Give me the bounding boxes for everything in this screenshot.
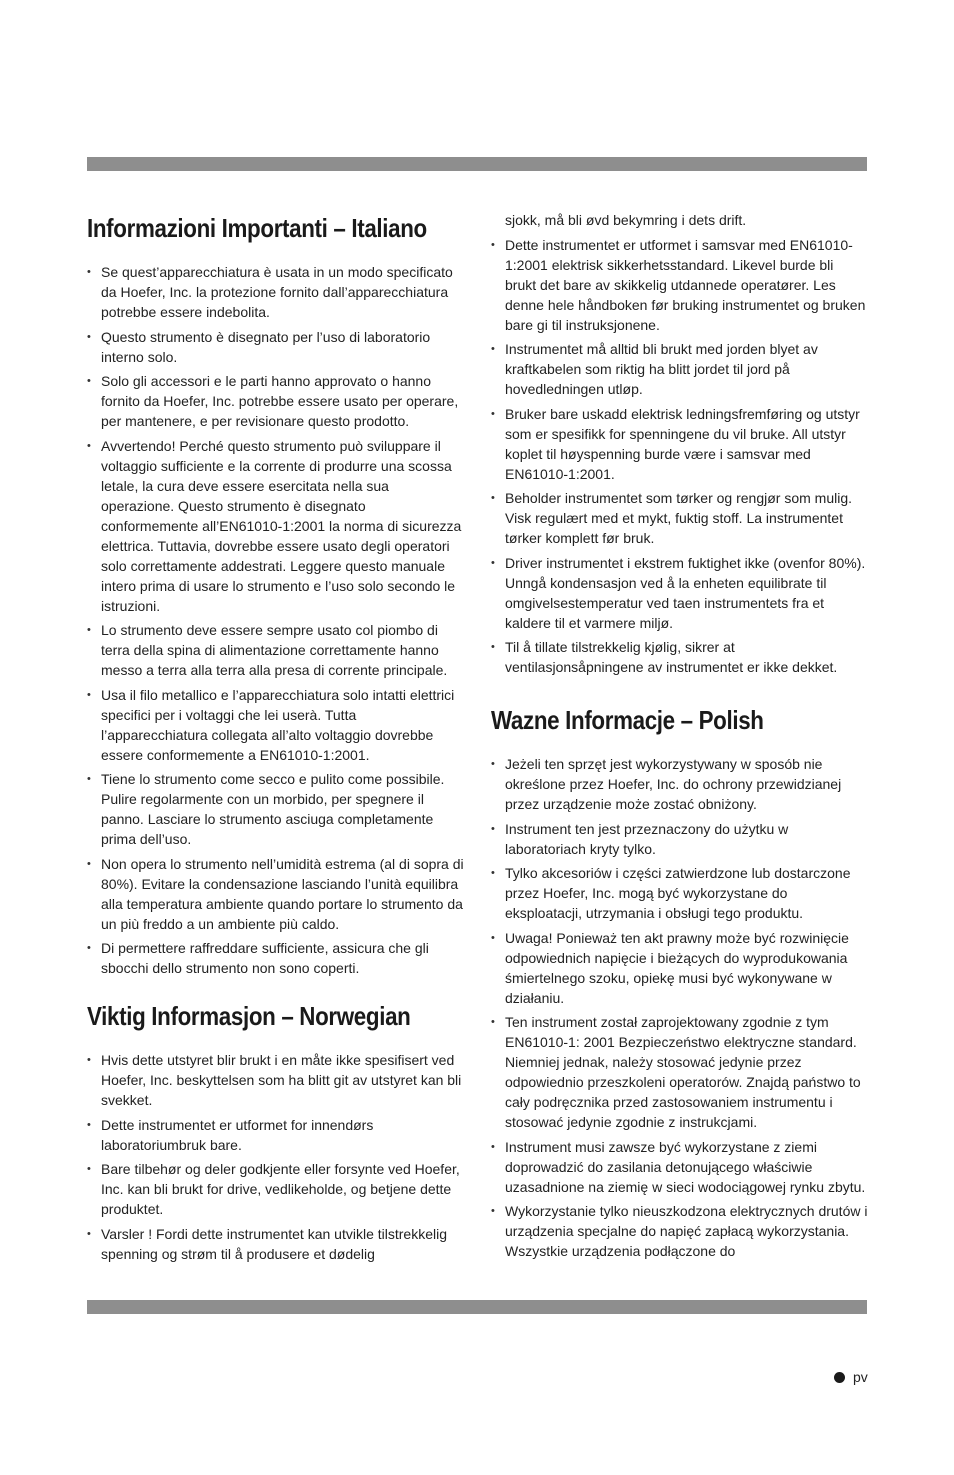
norwegian-list-continued <box>491 210 868 677</box>
list-item: • Varsler ! Fordi dette instrumentet kan utvikle tilstrekkelig spenning og strøm til å produsere et dødelig <box>87 1224 464 1264</box>
top-divider-bar <box>87 157 867 171</box>
list-item: • Tylko akcesoriów i części zatwierdzone lub dostarczone przez Hoefer, Inc. mogą być wykorzystane do eksploatacji, utrzymania i obsługi tego produktu. <box>491 863 868 923</box>
list-item: • Instrument musi zawsze być wykorzystane z ziemi doprowadzić do zasilania detonującego właściwie uzasadnione na ziemię w sieci wodociągowej rynku zbytu. <box>491 1137 868 1197</box>
list-item: • Dette instrumentet er utformet for innendørs laboratoriumbruk bare. <box>87 1115 464 1155</box>
bullet-dot-icon <box>834 1372 845 1383</box>
list-item: • Questo strumento è disegnato per l’uso di laboratorio interno solo. <box>87 327 464 367</box>
italian-list <box>87 262 464 978</box>
list-item: • Avvertendo! Perché questo strumento può sviluppare il voltaggio sufficiente e la corrente di produrre una scossa letale, la cura deve essere esercitata nella sua operazione. Questo strumento è disegnato conformemente all’EN61010-1:2001 la norma di sicurezza elettrica. Tuttavia, dovrebbe essere usato degli operatori solo correttamente addestrati. Leggere questo manuale intero prima di usare lo strumento e l’uso solo secondo le istruzioni. <box>87 436 464 616</box>
list-item: • Til å tillate tilstrekkelig kjølig, sikrer at ventilasjonsåpningene av instrumentet er ikke dekket. <box>491 637 868 677</box>
list-item: • Beholder instrumentet som tørker og rengjør som mulig. Visk regulært med et mykt, fuktig stoff. La instrumentet tørker komplett før bruk. <box>491 488 868 548</box>
list-item: • Usa il filo metallico e l’apparecchiatura solo intatti elettrici specifici per i voltaggi che lei userà. Tutta l’apparecchiatura collegata all’alto voltaggio dovrebbe essere conformemente a EN61010-1:2001. <box>87 685 464 765</box>
list-item: • Ten instrument został zaprojektowany zgodnie z tym EN61010-1: 2001 Bezpieczeństwo elektryczne standard. Niemniej jednak, należy stosować jedynie przez odpowiednio przeszkoleni operatorów. Znajdą państwo to cały podręcznika przed zastosowaniem instrumentu i stosować jedynie zgodnie z instrukcjami. <box>491 1012 868 1132</box>
norwegian-list <box>87 1050 464 1264</box>
page-footer <box>834 1369 868 1385</box>
list-item: • Di permettere raffreddare sufficiente, assicura che gli sbocchi dello strumento non sono coperti. <box>87 938 464 978</box>
list-item: • Bruker bare uskadd elektrisk ledningsfremføring og utstyr som er spesifikk for spenningene du vil bruke. All utstyr koplet til høyspenning burde være i samsvar med EN61010-1:2001. <box>491 404 868 484</box>
polish-heading: Wazne Informacje – Polish <box>491 705 764 735</box>
italian-heading: Informazioni Importanti – Italiano <box>87 213 427 243</box>
list-item: • Instrument ten jest przeznaczony do użytku w laboratoriach kryty tylko. <box>491 819 868 859</box>
list-item: • Hvis dette utstyret blir brukt i en måte ikke spesifisert ved Hoefer, Inc. beskyttelsen som ha blitt git av utstyret kan bli svekket. <box>87 1050 464 1110</box>
bottom-divider-bar <box>87 1300 867 1314</box>
list-item: • Se quest’apparecchiatura è usata in un modo specificato da Hoefer, Inc. la protezione fornito dall’apparecchiatura potrebbe essere indebolita. <box>87 262 464 322</box>
list-item: • Jeżeli ten sprzęt jest wykorzystywany w sposób nie określone przez Hoefer, Inc. do ochrony przewidzianej przez urządzenie może zostać obniżony. <box>491 754 868 814</box>
list-item: • Non opera lo strumento nell’umidità estrema (al di sopra di 80%). Evitare la condensazione lasciando l’unità equilibra alla temperatura ambiente quando portare lo strumento da un più freddo a un ambiente più caldo. <box>87 854 464 934</box>
list-item: • Uwaga! Ponieważ ten akt prawny może być rozwinięcie odpowiednich napięcie i bieżących do wyprodukowania śmiertelnego szoku, opiekę musi być wykonywane w działaniu. <box>491 928 868 1008</box>
list-item: • Solo gli accessori e le parti hanno approvato o hanno fornito da Hoefer, Inc. potrebbe essere usato per operare, per mantenere, e per revisionare questo prodotto. <box>87 371 464 431</box>
list-item: • Lo strumento deve essere sempre usato col piombo di terra della spina di alimentazione correttamente hanno messo a terra alla terra alla presa di corrente principale. <box>87 620 464 680</box>
polish-list <box>491 754 868 1261</box>
page-number: pv <box>853 1369 868 1385</box>
list-item-continuation: sjokk, må bli øvd bekymring i dets drift. <box>505 212 747 228</box>
list-item: • Tiene lo strumento come secco e pulito come possibile. Pulire regolarmente con un morbido, per spegnere il panno. Lasciare lo strumento asciuga completamente prima dell’uso. <box>87 769 464 849</box>
list-item: • Driver instrumentet i ekstrem fuktighet ikke (ovenfor 80%). Unngå kondensasjon ved å la enheten equilibrate til omgivelsestemperatur ved taen instrumentets fra et kaldere til et varmere miljø. <box>491 553 868 633</box>
norwegian-heading: Viktig Informasjon – Norwegian <box>87 1001 411 1031</box>
right-column <box>491 210 868 1266</box>
list-item: • Instrumentet må alltid bli brukt med jorden blyet av kraftkabelen som riktig ha blitt jordet til jord på hovedledningen utløp. <box>491 339 868 399</box>
left-column <box>87 210 464 1268</box>
list-item: • Bare tilbehør og deler godkjente eller forsynte ved Hoefer, Inc. kan bli brukt for drive, vedlikeholde, og betjene dette produktet. <box>87 1159 464 1219</box>
list-item: • Dette instrumentet er utformet i samsvar med EN61010-1:2001 elektrisk sikkerhetsstandard. Likevel burde bli brukt det bare av skikkelig utdannede operatører. Les denne hele håndboken før bruking instrumentet og bruken bare gi til instruksjonene. <box>491 235 868 335</box>
list-item: • Wykorzystanie tylko nieuszkodzona elektrycznych drutów i urządzenia specjalne do napięć zapłacą wykorzystania. Wszystkie urządzenia podłączone do <box>491 1201 868 1261</box>
